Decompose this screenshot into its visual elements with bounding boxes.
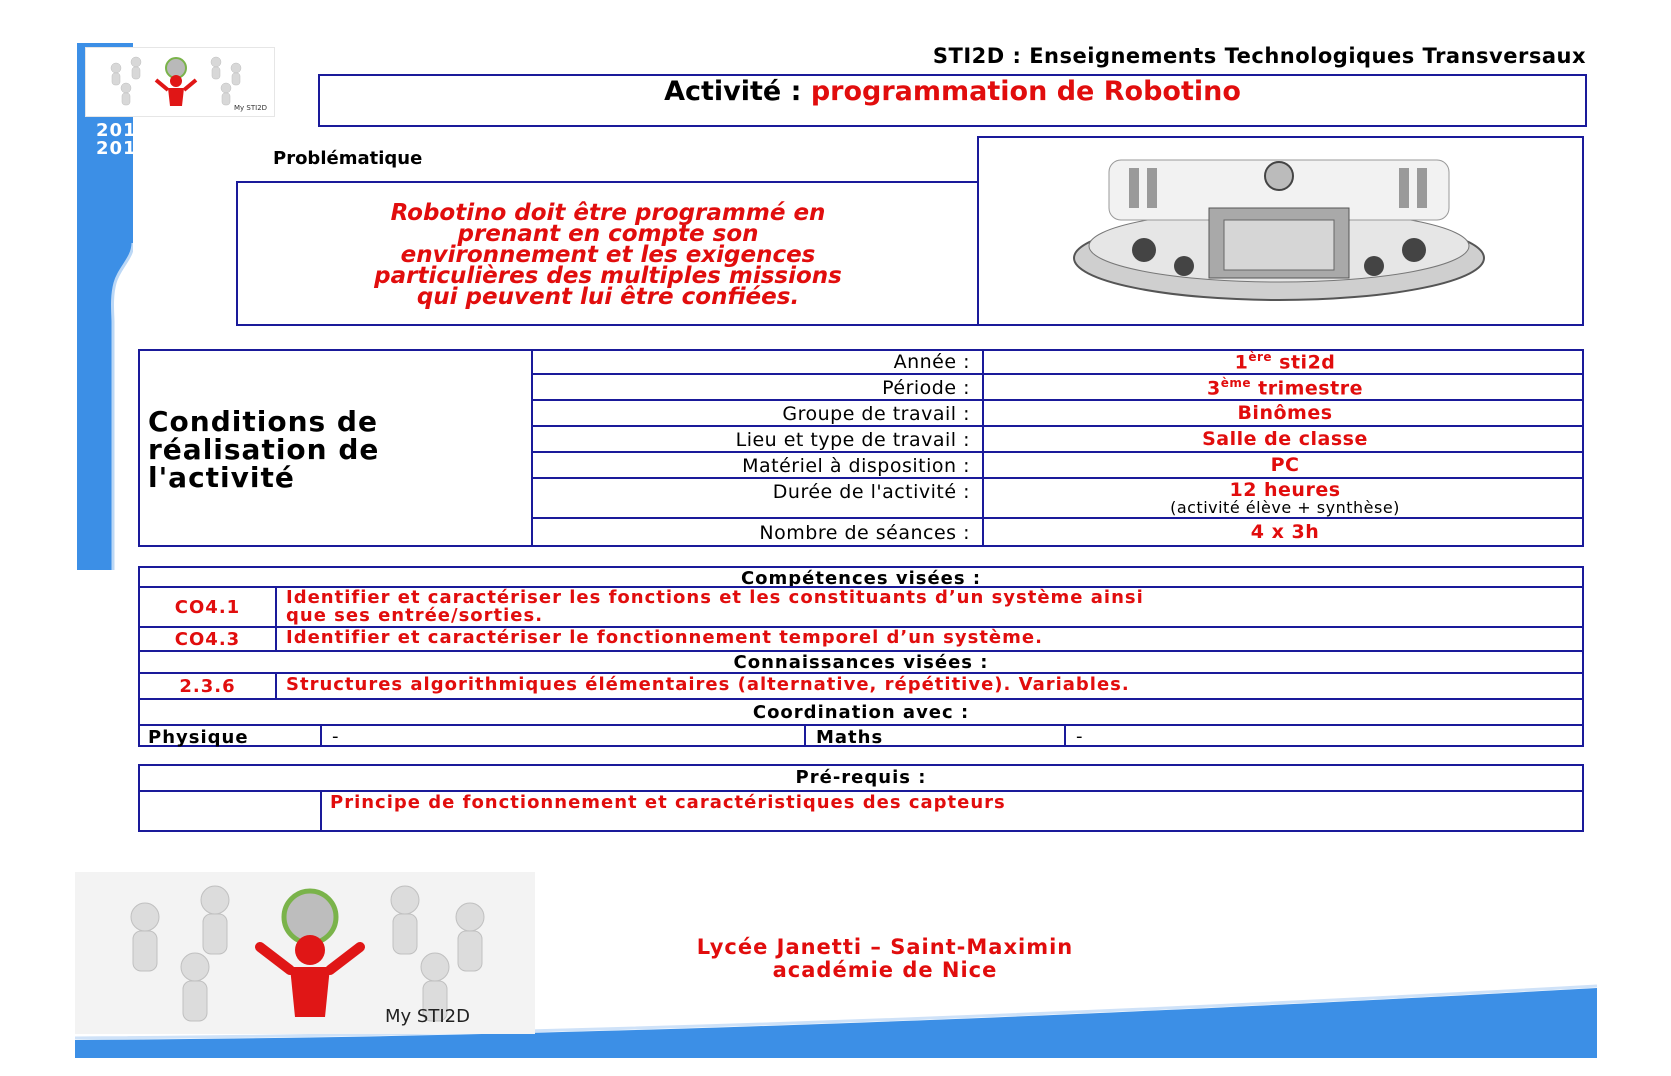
condition-row-materiel: Matériel à disposition : PC: [531, 453, 1584, 479]
footer-school: Lycée Janetti – Saint-Maximin: [696, 935, 1074, 959]
problem-line: qui peuvent lui être confiées.: [416, 284, 800, 310]
condition-row-duree: Durée de l'activité : 12 heures (activité élève + synthèse): [531, 479, 1584, 519]
problem-line: particulières des multiples missions: [374, 263, 842, 289]
knowledge-heading: Connaissances visées :: [140, 650, 1582, 672]
prerequis-row: [140, 790, 1582, 832]
condition-value: 12 heures (activité élève + synthèse): [982, 479, 1586, 517]
prerequis-heading: Pré-requis :: [795, 767, 927, 788]
condition-value: 3ème trimestre: [982, 375, 1586, 399]
school-years: [96, 122, 150, 158]
maths-value: -: [1064, 726, 1083, 747]
activity-prefix: Activité :: [664, 76, 811, 107]
robotino-image: [977, 136, 1584, 326]
year-start: 2011: [96, 120, 151, 141]
top-logo: [85, 47, 275, 117]
year-end: 2012: [96, 138, 151, 159]
bottom-logo: [75, 872, 535, 1034]
problem-line: environnement et les exigences: [400, 242, 816, 268]
condition-row-annee: Année : 1ère sti2d: [531, 349, 1584, 375]
condition-value: PC: [982, 453, 1586, 477]
prerequis-text: Principe de fonctionnement et caractéristiques des capteurs: [330, 792, 1006, 813]
problem-statement: [236, 181, 978, 326]
logo-caption-small: My STI2D: [234, 104, 268, 112]
knowledge-row: 2.3.6 Structures algorithmiques élémentaires (alternative, répétitive). Variables.: [140, 672, 1582, 698]
competence-row: CO4.3 Identifier et caractériser le fonctionnement temporel d’un système.: [140, 626, 1582, 650]
problem-line: prenant en compte son: [457, 221, 759, 247]
conditions-title: Conditions de réalisation de l'activité: [148, 405, 380, 494]
competences-table: [138, 566, 1584, 747]
footer-academy: académie de Nice: [772, 958, 998, 982]
coordination-heading: Coordination avec :: [140, 698, 1582, 724]
logo-caption-large: My STI2D: [385, 1006, 470, 1027]
problem-line: Robotino doit être programmé en: [390, 200, 826, 226]
physique-label: Physique: [148, 727, 249, 748]
physique-value: -: [320, 726, 339, 747]
condition-row-groupe: Groupe de travail : Binômes: [531, 401, 1584, 427]
coordination-row: [140, 724, 1582, 747]
condition-row-lieu: Lieu et type de travail : Salle de classe: [531, 427, 1584, 453]
activity-title-box: [318, 74, 1587, 127]
activity-name: programmation de Robotino: [810, 76, 1241, 107]
header-title: STI2D : Enseignements Technologiques Transversaux: [932, 44, 1586, 68]
problem-label: Problématique: [273, 148, 423, 169]
prerequis-table: [138, 764, 1584, 832]
condition-value: Binômes: [982, 401, 1586, 425]
competences-heading: Compétences visées :: [740, 568, 982, 589]
competence-row: CO4.1 Identifier et caractériser les fonctions et les constituants d’un système ainsi que ses entrée/sorties.: [140, 586, 1582, 626]
condition-value: Salle de classe: [982, 427, 1586, 451]
condition-row-seances: Nombre de séances : 4 x 3h: [531, 519, 1584, 547]
condition-value: 1ère sti2d: [982, 349, 1586, 373]
condition-value: 4 x 3h: [982, 519, 1586, 547]
condition-row-periode: Période : 3ème trimestre: [531, 375, 1584, 401]
school-footer: [600, 936, 1170, 982]
maths-label: Maths: [804, 726, 883, 747]
